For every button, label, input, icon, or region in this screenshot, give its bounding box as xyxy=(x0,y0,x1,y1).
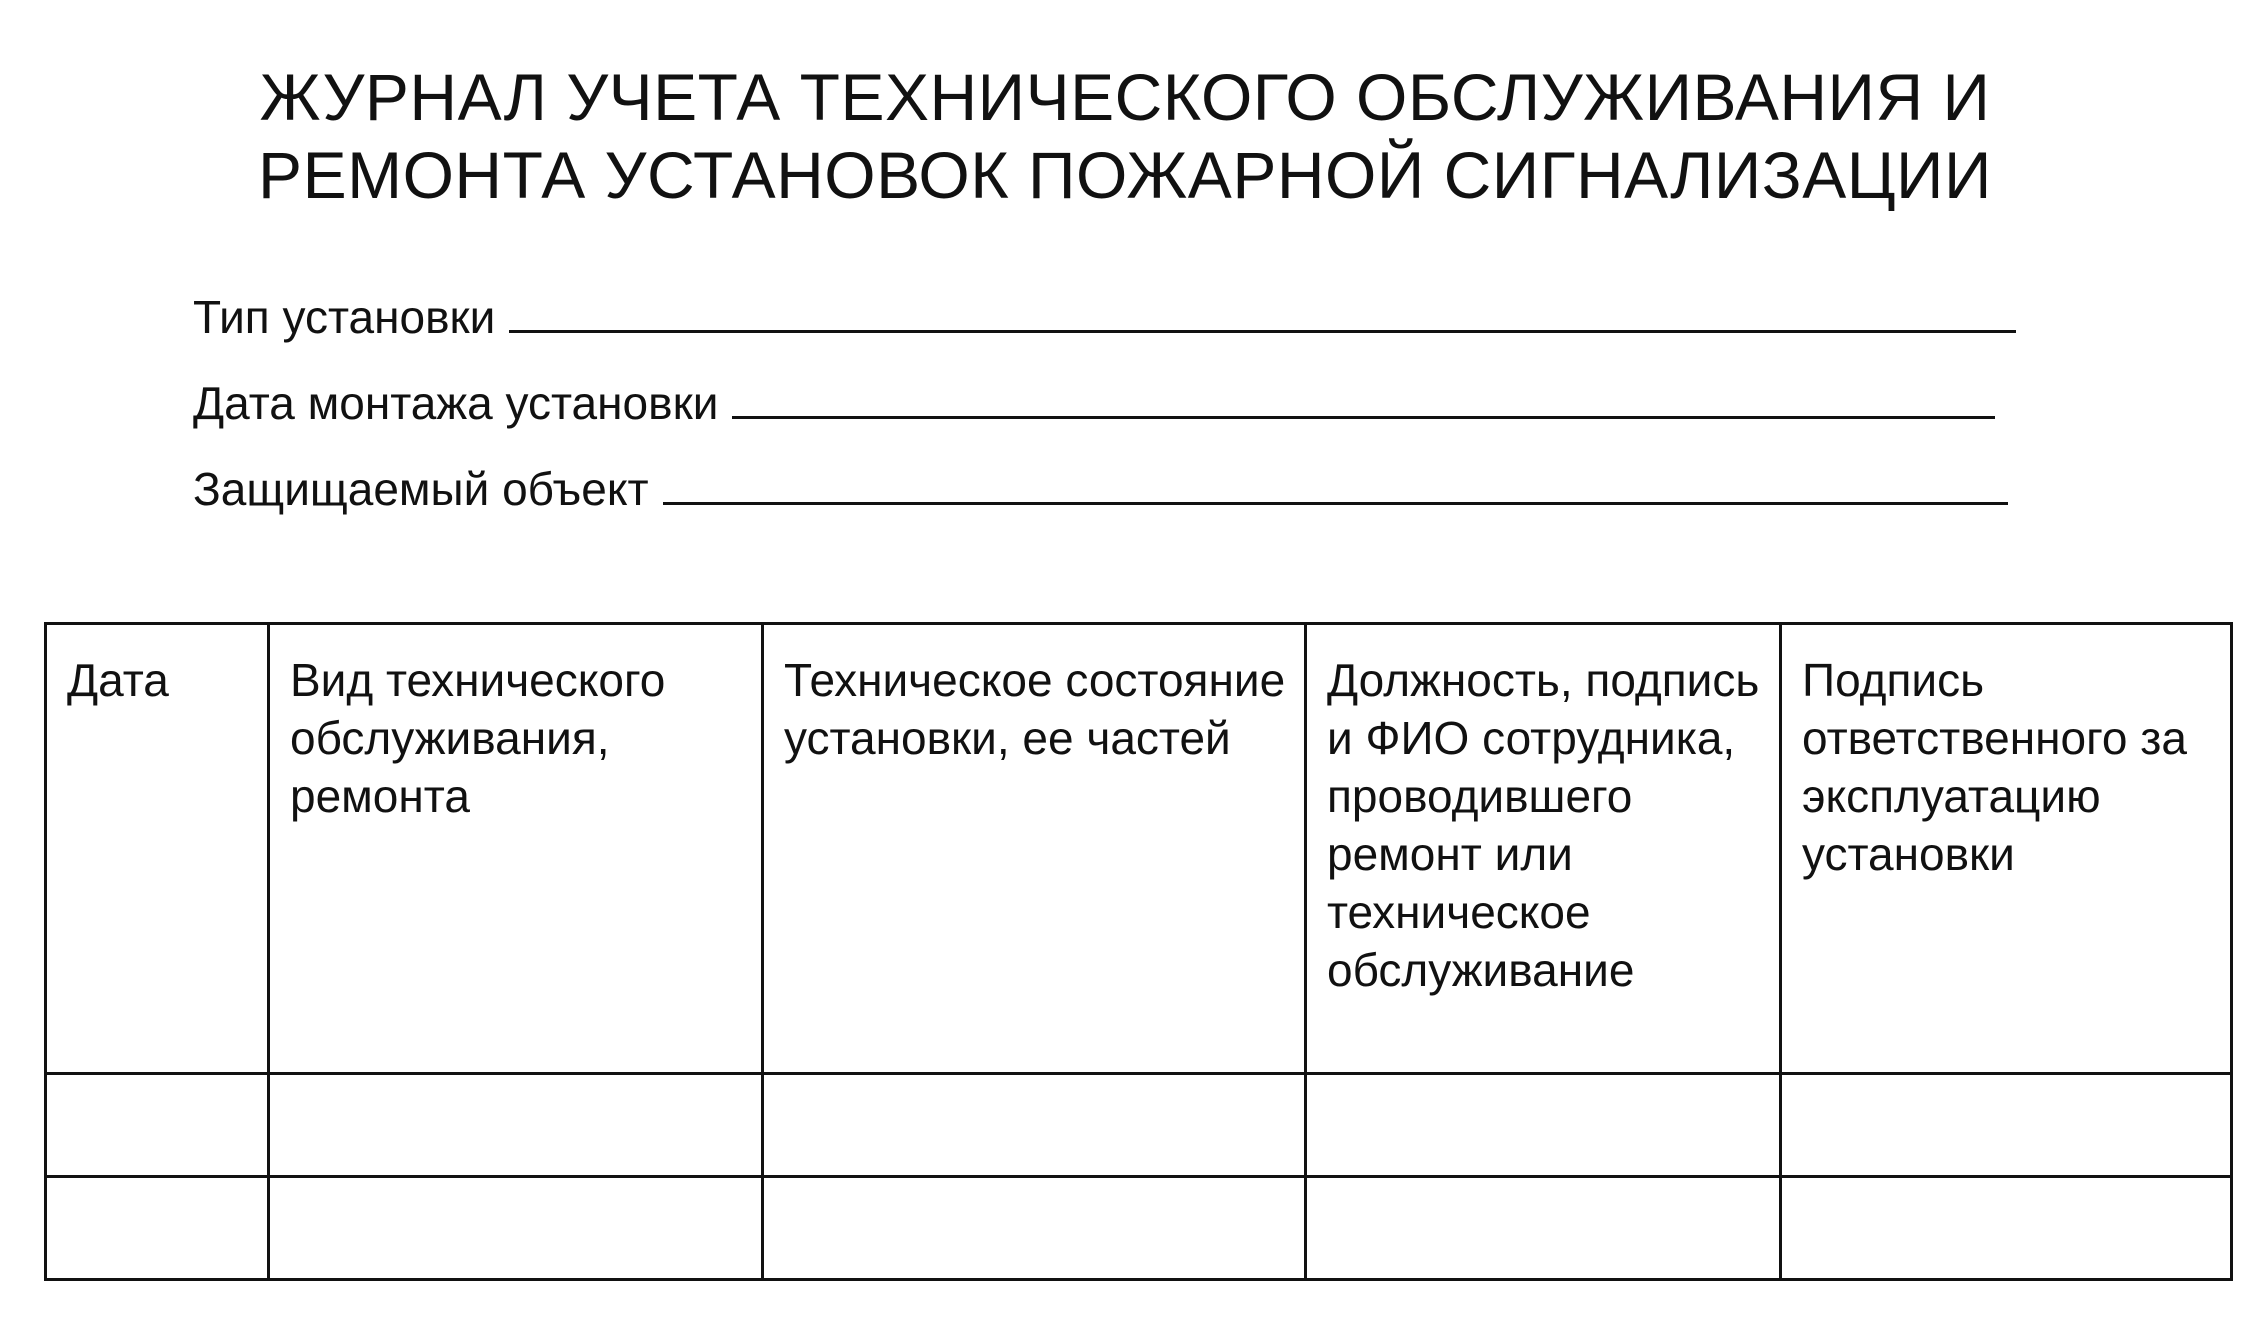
table-cell[interactable] xyxy=(763,1177,1306,1280)
protected-object-line[interactable] xyxy=(663,462,2008,505)
maintenance-journal-table xyxy=(44,622,2233,1281)
field-label-protected-object: Защищаемый объект xyxy=(193,463,649,515)
table-cell[interactable] xyxy=(269,1177,763,1280)
table-cell[interactable] xyxy=(1781,1074,2232,1177)
field-installation-type xyxy=(193,290,2016,344)
column-header-technical-condition: Техническое состояние установки, ее частей xyxy=(763,624,1306,1074)
table-row xyxy=(46,1177,2232,1280)
column-header-performer: Должность, подпись и ФИО сотрудника, проводившего ремонт или техническое обслуживание xyxy=(1306,624,1781,1074)
title-line-2: РЕМОНТА УСТАНОВОК ПОЖАРНОЙ СИГНАЛИЗАЦИИ xyxy=(258,138,1992,212)
table-cell[interactable] xyxy=(1781,1177,2232,1280)
column-header-responsible-signature: Подпись ответственного за эксплуатацию установки xyxy=(1781,624,2232,1074)
installation-type-line[interactable] xyxy=(509,290,2016,333)
column-header-date: Дата xyxy=(46,624,269,1074)
table-cell[interactable] xyxy=(1306,1177,1781,1280)
table-cell[interactable] xyxy=(1306,1074,1781,1177)
page-title xyxy=(0,58,2250,214)
table-cell[interactable] xyxy=(46,1074,269,1177)
installation-date-line[interactable] xyxy=(732,376,1995,419)
field-installation-date xyxy=(193,376,1995,430)
column-header-maintenance-type: Вид технического обслуживания, ремонта xyxy=(269,624,763,1074)
table-cell[interactable] xyxy=(269,1074,763,1177)
table-cell[interactable] xyxy=(763,1074,1306,1177)
table-header-row xyxy=(46,624,2232,1074)
field-label-installation-date: Дата монтажа установки xyxy=(193,377,719,429)
table-cell[interactable] xyxy=(46,1177,269,1280)
table-row xyxy=(46,1074,2232,1177)
title-line-1: ЖУРНАЛ УЧЕТА ТЕХНИЧЕСКОГО ОБСЛУЖИВАНИЯ И xyxy=(259,60,1991,134)
field-label-installation-type: Тип установки xyxy=(193,291,496,343)
field-protected-object xyxy=(193,462,2008,516)
